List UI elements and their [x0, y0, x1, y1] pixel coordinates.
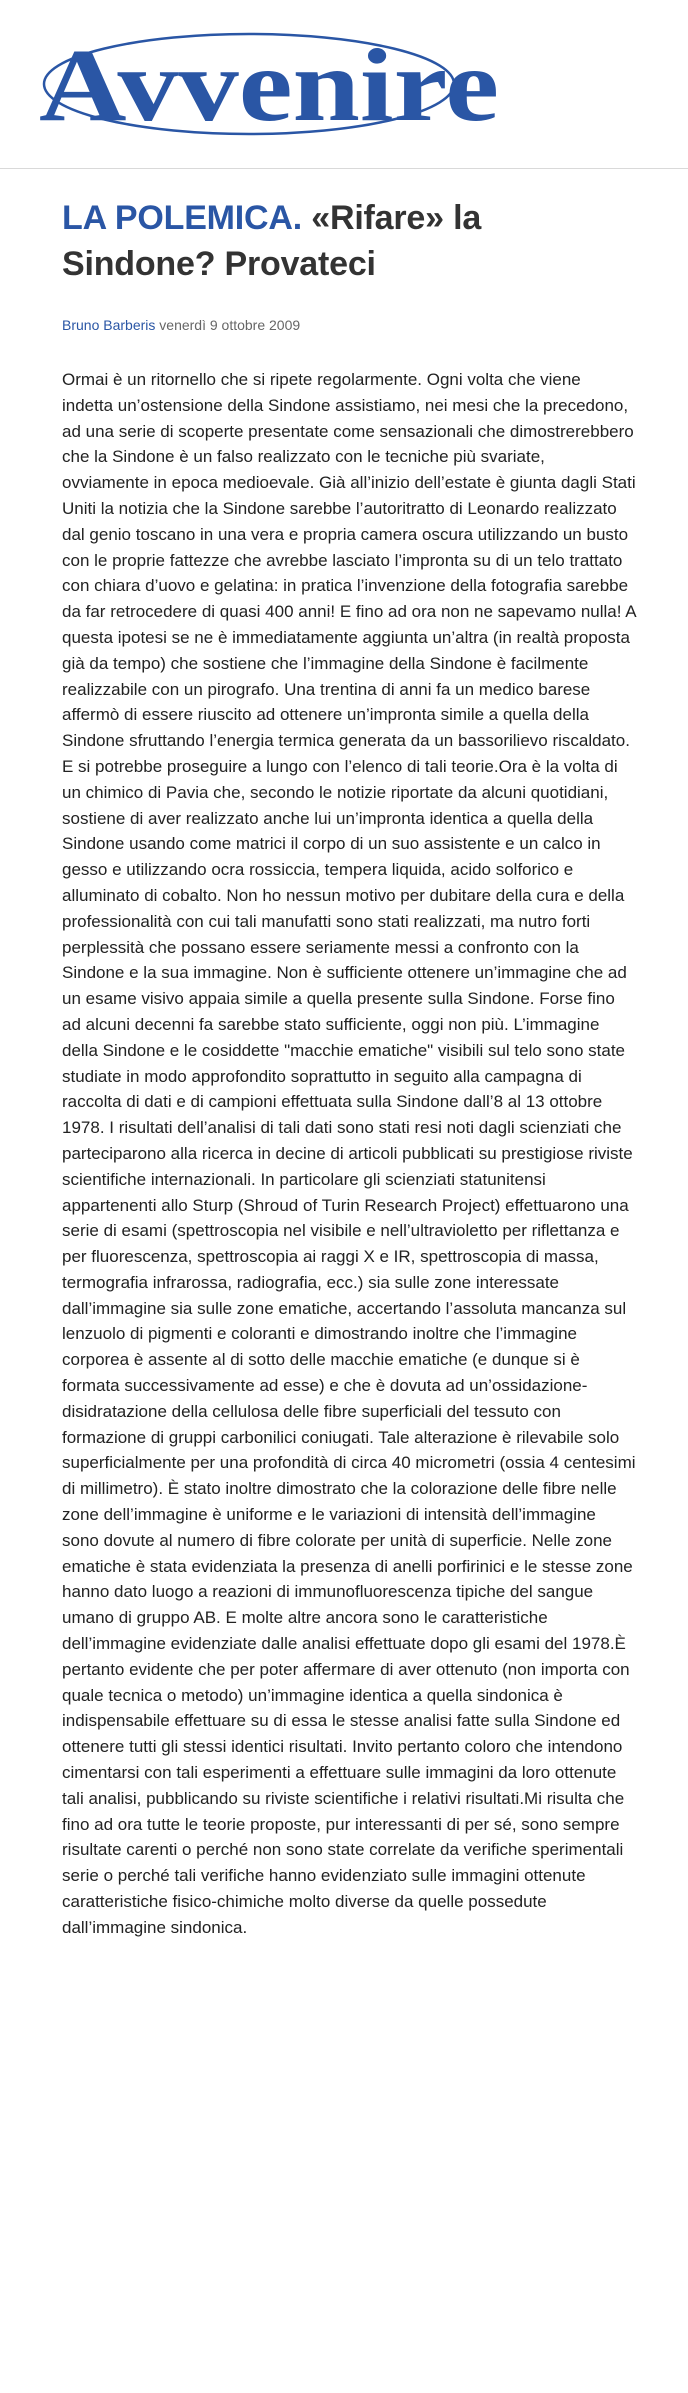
article-body — [62, 367, 636, 1941]
publish-date: venerdì 9 ottobre 2009 — [159, 317, 301, 333]
article — [0, 195, 688, 1941]
body-paragraph: Ormai è un ritornello che si ripete regolarmente. Ogni volta che viene indetta un’ostensione della Sindone assistiamo, nei mesi che la precedono, ad una serie di scoperte presentate come sensazionali che dimostrerebbero che la Sindone è un falso realizzato con le tecniche più svariate, ovviamente in epoca medioevale. Già all’inizio dell’estate è giunta dagli Stati Uniti la notizia che la Sindone sarebbe l’autoritratto di Leonardo realizzato dal genio toscano in una vera e propria camera oscura utilizzando un busto con le proprie fattezze che avrebbe lasciato l’impronta su di un telo trattato con chiara d’uovo e gelatina: in pratica l’invenzione della fotografia sarebbe da far retrocedere di quasi 400 anni! E fino ad ora non ne sapevamo nulla! A questa ipotesi se ne è immediatamente aggiunta un’altra (in realtà proposta già da tempo) che sostiene che l’immagine della Sindone è facilmente realizzabile con un pirografo. Una trentina di anni fa un medico barese affermò di essere riuscito ad ottenere un’impronta simile a quella della Sindone sfruttando l’energia termica generata da un bassorilievo riscaldato. E si potrebbe proseguire a lungo con l’elenco di tali teorie.Ora è la volta di un chimico di Pavia che, secondo le notizie riportate da alcuni quotidiani, sostiene di aver realizzato anche lui un’impronta identica a quella della Sindone usando come matrici il corpo di un suo assistente e un calco in gesso e utilizzando ocra rossiccia, tempera liquida, acido solforico e alluminato di cobalto. Non ho nessun motivo per dubitare della cura e della professionalità con cui tali manufatti sono stati realizzati, ma nutro forti perplessità che possano essere seriamente messi a confronto con la Sindone e la sua immagine. Non è sufficiente ottenere un’immagine che ad un esame visivo appaia simile a quella presente sulla Sindone. Forse fino ad alcuni decenni fa sarebbe stato sufficiente, oggi non più. L’immagine della Sindone e le cosiddette "macchie ematiche" visibili sul telo sono state studiate in modo approfondito soprattutto in seguito alla campagna di raccolta di dati e di campioni effettuata sulla Sindone dall’8 al 13 ottobre 1978. I risultati dell’analisi di tali dati sono stati resi noti dagli scienziati che parteciparono alla ricerca in decine di articoli pubblicati su prestigiose riviste scientifiche internazionali. In particolare gli scienziati statunitensi appartenenti allo Sturp (Shroud of Turin Research Project) effettuarono una serie di esami (spettroscopia nel visibile e nell’ultravioletto per riflettanza e per fluorescenza, spettroscopia ai raggi X e IR, spettroscopia di massa, termografia infrarossa, radiografia, ecc.) sia sulle zone interessate dall’immagine sia sulle zone ematiche, accertando l’assoluta mancanza sul lenzuolo di pigmenti e coloranti e dimostrando inoltre che l’immagine corporea è assente al di sotto delle macchie ematiche (e dunque si è formata successivamente ad esse) e che è dovuta ad un’ossidazione-disidratazione della cellulosa delle fibre superficiali del tessuto con formazione di gruppi carbonilici coniugati. Tale alterazione è rilevabile solo superficialmente per una profondità di circa 40 micrometri (ossia 4 centesimi di millimetro). È stato inoltre dimostrato che la colorazione delle fibre nelle zone dell’immagine è uniforme e le variazioni di intensità dell’immagine sono dovute al numero di fibre colorate per unità di superficie. Nelle zone ematiche è stata evidenziata la presenza di anelli porfirinici e le stesse zone hanno dato luogo a reazioni di immunofluorescenza tipiche del sangue umano di gruppo AB. E molte altre ancora sono le caratteristiche dell’immagine evidenziate dalle analisi effettuate dopo gli esami del 1978.È pertanto evidente che per poter affermare di aver ottenuto (non importa con quale tecnica o metodo) un’immagine identica a quella sindonica è indispensabile effettuare su di essa le stesse analisi fatte sulla Sindone ed ottenere tutti gli stessi identici risultati. Invito pertanto coloro che intendono cimentarsi con tali esperimenti a effettuare sulle immagini da loro ottenute tali analisi, pubblicando su riviste scientifiche i relativi risultati.Mi risulta che fino ad ora tutte le teorie proposte, pur interessanti di per sé, sono sempre risultate carenti o perché non sono state correlate da verifiche sperimentali serie o perché tali verifiche hanno evidenziato sulle immagini ottenute caratteristiche fisico-chimiche molto diverse da quelle possedute dall’immagine sindonica. — [62, 370, 636, 1937]
logo-wordmark: Avvenire — [39, 28, 500, 143]
avvenire-logo[interactable] — [34, 26, 504, 144]
article-headline — [62, 195, 636, 287]
byline — [62, 317, 636, 333]
masthead — [0, 0, 688, 169]
headline-title: «Rifare» la Sindone? Provateci — [62, 199, 482, 283]
headline-kicker: LA POLEMICA. — [62, 199, 302, 237]
author-link[interactable]: Bruno Barberis — [62, 317, 156, 333]
